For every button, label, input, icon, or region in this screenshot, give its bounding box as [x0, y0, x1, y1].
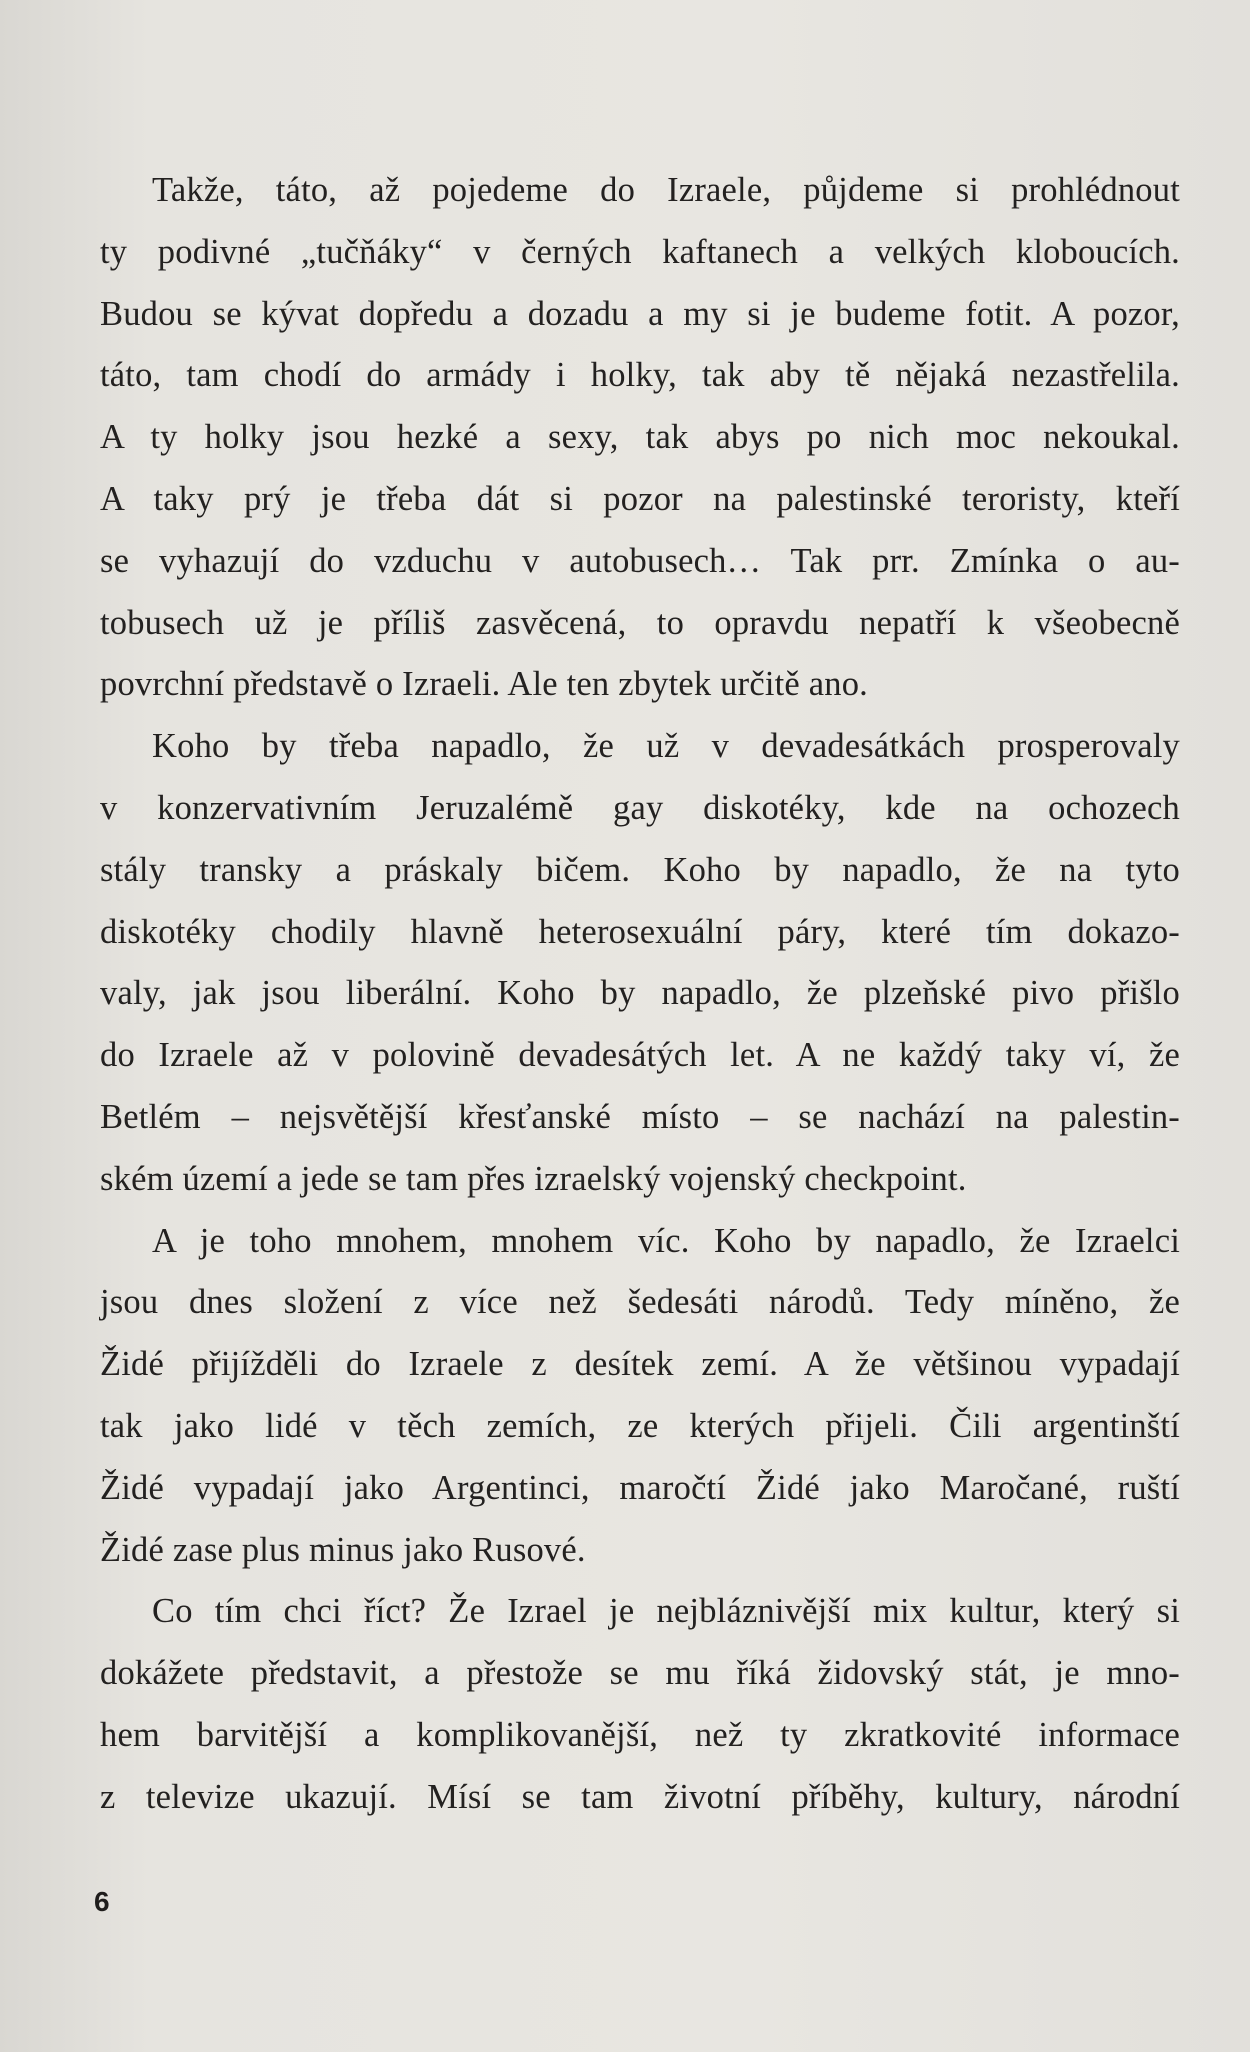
text-line: ty podivné „tučňáky“ v černých kaftanech a velkých kloboucích. [100, 232, 1180, 271]
text-line: se vyhazují do vzduchu v autobusech… Tak prr. Zmínka o au- [100, 541, 1180, 580]
text-line: hem barvitější a komplikovanější, než ty zkratkovité informace [100, 1715, 1180, 1754]
text-line: valy, jak jsou liberální. Koho by napadlo, že plzeňské pivo přišlo [100, 974, 1180, 1013]
text-line: Takže, táto, až pojedeme do Izraele, půjdeme si prohlédnout [152, 171, 1180, 209]
text-line: Židé vypadají jako Argentinci, maročtí Židé jako Maročané, ruští [100, 1468, 1180, 1507]
text-line: stály transky a práskaly bičem. Koho by napadlo, že na tyto [100, 850, 1180, 889]
text-line: z televize ukazují. Mísí se tam životní příběhy, kultury, národní [100, 1777, 1180, 1816]
text-line: povrchní představě o Izraeli. Ale ten zbytek určitě ano. [100, 665, 868, 704]
text-line: Židé přijížděli do Izraele z desítek zemí. A že většinou vypadají [100, 1345, 1180, 1384]
page-number: 6 [94, 1886, 110, 1917]
text-line: Budou se kývat dopředu a dozadu a my si je budeme fotit. A pozor, [100, 294, 1180, 333]
text-line: táto, tam chodí do armády i holky, tak aby tě nějaká nezastřelila. [100, 356, 1180, 395]
text-line: A je toho mnohem, mnohem víc. Koho by napadlo, že Izraelci [152, 1221, 1180, 1260]
text-line: Betlém – nejsvětější křesťanské místo – se nachází na palestin- [100, 1097, 1180, 1136]
text-line: v konzervativním Jeruzalémě gay diskotéky, kde na ochozech [100, 788, 1180, 827]
text-line: jsou dnes složení z více než šedesáti národů. Tedy míněno, že [100, 1283, 1180, 1322]
text-line: Židé zase plus minus jako Rusové. [100, 1530, 586, 1569]
body-text [100, 160, 1180, 1829]
text-line: Koho by třeba napadlo, že už v devadesátkách prosperovaly [152, 727, 1180, 766]
text-line: dokážete představit, a přestože se mu říká židovský stát, je mno- [100, 1654, 1180, 1693]
text-line: A ty holky jsou hezké a sexy, tak abys po nich moc nekoukal. [100, 418, 1180, 457]
text-line: tak jako lidé v těch zemích, ze kterých přijeli. Čili argentinští [100, 1406, 1180, 1445]
text-line: ském území a jede se tam přes izraelský vojenský checkpoint. [100, 1159, 967, 1198]
text-line: diskotéky chodily hlavně heterosexuální páry, které tím dokazo- [100, 912, 1180, 951]
text-line: A taky prý je třeba dát si pozor na palestinské teroristy, kteří [100, 479, 1180, 518]
text-line: Co tím chci říct? Že Izrael je nejbláznivější mix kultur, který si [152, 1592, 1180, 1631]
text-line: tobusech už je příliš zasvěcená, to opravdu nepatří k všeobecně [100, 603, 1180, 642]
text-line: do Izraele až v polovině devadesátých let. A ne každý taky ví, že [100, 1036, 1180, 1075]
